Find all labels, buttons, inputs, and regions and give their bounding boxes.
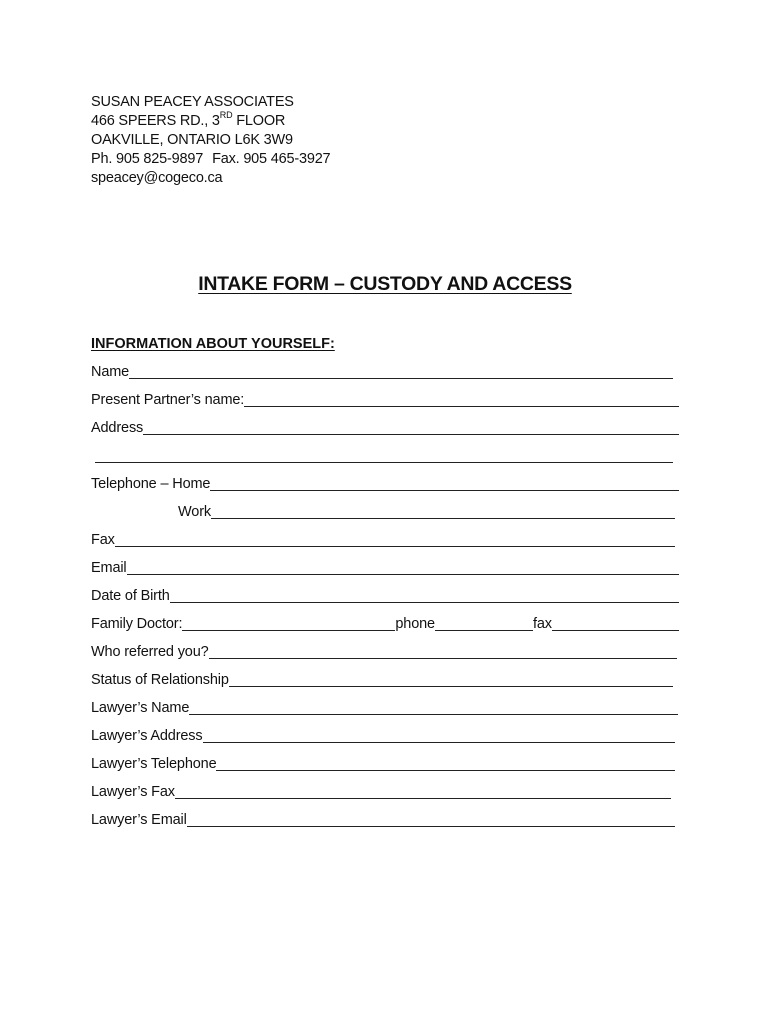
name-label: Name: [91, 364, 130, 380]
lawyer-email-field[interactable]: [187, 825, 675, 827]
floor-ordinal-superscript: RD: [219, 110, 233, 121]
doctor-phone-label: phone: [395, 616, 435, 632]
referred-by-row: [91, 642, 677, 662]
fax-row: [91, 530, 675, 550]
lawyer-name-field[interactable]: [189, 713, 678, 715]
family-doctor-row: [91, 614, 679, 634]
lawyer-address-field[interactable]: [203, 741, 675, 743]
lawyer-fax-field[interactable]: [175, 797, 671, 799]
date-of-birth-row: [91, 586, 679, 606]
address-field[interactable]: [143, 433, 679, 435]
partner-name-field[interactable]: [244, 405, 679, 407]
street-address: [91, 112, 330, 131]
address-label: Address: [91, 420, 144, 436]
street-address-text: 466 SPEERS RD., 3: [91, 113, 220, 129]
doctor-fax-label: fax: [532, 616, 552, 632]
partner-name-label: Present Partner’s name:: [91, 392, 245, 408]
letterhead: [91, 93, 330, 188]
lawyer-telephone-label: Lawyer’s Telephone: [91, 756, 217, 772]
email-row: [91, 558, 679, 578]
relationship-status-row: [91, 670, 673, 690]
family-doctor-label: Family Doctor:: [91, 616, 183, 632]
relationship-status-field[interactable]: [229, 685, 673, 687]
telephone-work-label: Work: [178, 504, 211, 520]
lawyer-address-row: [91, 726, 675, 746]
fax-field[interactable]: [115, 545, 675, 547]
fax-number: Fax. 905 465-3927: [212, 151, 331, 167]
date-of-birth-field[interactable]: [170, 601, 679, 603]
telephone-home-label: Telephone – Home: [91, 476, 211, 492]
lawyer-telephone-row: [91, 754, 675, 774]
contact-line: [91, 150, 330, 169]
address-line-2-field[interactable]: [95, 461, 673, 463]
lawyer-address-label: Lawyer’s Address: [91, 728, 203, 744]
form-title: INTAKE FORM – CUSTODY AND ACCESS: [198, 273, 572, 295]
floor-text: FLOOR: [232, 113, 286, 129]
city-line: OAKVILLE, ONTARIO L6K 3W9: [91, 132, 293, 148]
name-field[interactable]: [129, 377, 673, 379]
contact-email: speacey@cogeco.ca: [91, 170, 223, 186]
telephone-home-field[interactable]: [210, 489, 679, 491]
telephone-work-field[interactable]: [211, 517, 675, 519]
date-of-birth-label: Date of Birth: [91, 588, 170, 604]
doctor-fax-field[interactable]: [552, 629, 679, 631]
referred-by-field[interactable]: [209, 657, 677, 659]
relationship-status-label: Status of Relationship: [91, 672, 229, 688]
lawyer-email-label: Lawyer’s Email: [91, 812, 187, 828]
partner-name-row: [91, 390, 679, 410]
fax-label: Fax: [91, 532, 115, 548]
lawyer-name-label: Lawyer’s Name: [91, 700, 190, 716]
phone-number: Ph. 905 825-9897: [91, 151, 204, 167]
section-heading: INFORMATION ABOUT YOURSELF:: [91, 336, 335, 352]
lawyer-name-row: [91, 698, 678, 718]
lawyer-fax-row: [91, 782, 671, 802]
email-label: Email: [91, 560, 127, 576]
address-row: [91, 418, 679, 438]
telephone-work-row: [178, 502, 675, 522]
lawyer-telephone-field[interactable]: [216, 769, 675, 771]
lawyer-fax-label: Lawyer’s Fax: [91, 784, 175, 800]
lawyer-email-row: [91, 810, 675, 830]
referred-by-label: Who referred you?: [91, 644, 209, 660]
email-field[interactable]: [127, 573, 679, 575]
company-name: SUSAN PEACEY ASSOCIATES: [91, 94, 294, 110]
family-doctor-field[interactable]: [182, 629, 395, 631]
name-row: [91, 362, 673, 382]
doctor-phone-field[interactable]: [435, 629, 533, 631]
address-line-2-row: [95, 446, 673, 466]
telephone-home-row: [91, 474, 679, 494]
